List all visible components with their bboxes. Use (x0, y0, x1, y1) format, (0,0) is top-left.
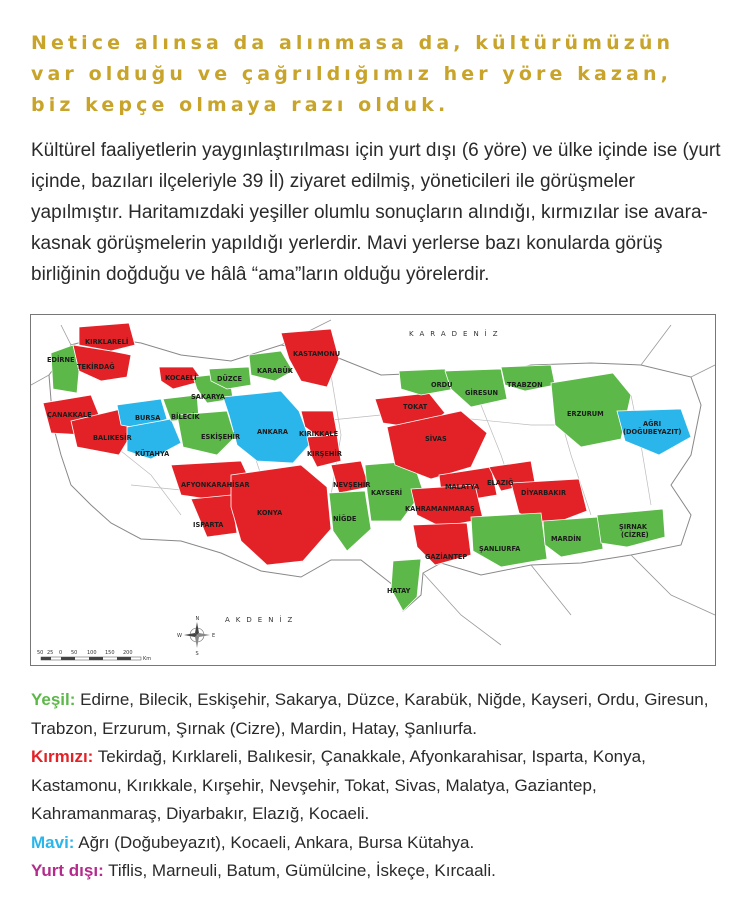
label-elazig: ELAZIĞ (487, 479, 514, 487)
legend-red-label: Kırmızı: (31, 747, 94, 766)
label-kutahya: KÜTAHYA (135, 450, 170, 458)
label-mardin: MARDİN (551, 535, 582, 543)
label-kirikkale: KIRIKKALE (299, 430, 339, 438)
legend-blue-text: Ağrı (Doğubeyazıt), Kocaeli, Ankara, Bursa Kütahya. (74, 832, 475, 852)
label-edirne: EDİRNE (47, 356, 75, 364)
label-bilecik: BİLECİK (171, 413, 200, 421)
label-canakkale: ÇANAKKALE (47, 411, 92, 419)
compass-s: S (195, 651, 199, 657)
label-sivas: SİVAS (425, 435, 447, 443)
compass-w: W (177, 633, 182, 639)
label-sirnak: ŞIRNAK (619, 523, 648, 531)
label-giresun: GİRESUN (465, 389, 499, 397)
label-eskisehir: ESKİŞEHİR (201, 433, 241, 441)
compass-e: E (212, 633, 216, 639)
scale-tick-4: 100 (87, 650, 97, 656)
label-agri: AĞRI (643, 420, 662, 428)
region-hatay (391, 559, 421, 611)
label-kocaeli: KOCAELİ (165, 374, 197, 382)
label-erzurum: ERZURUM (567, 410, 604, 418)
legend-abroad-label: Yurt dışı: (31, 861, 104, 880)
map-svg (31, 315, 715, 665)
scale-tick-6: 200 (123, 650, 133, 656)
label-bursa: BURSA (135, 414, 161, 422)
label-kayseri: KAYSERİ (371, 489, 403, 497)
label-kahramanmaras: KAHRAMANMARAŞ (405, 505, 475, 513)
label-cizre: (CİZRE) (621, 531, 649, 539)
legend-red-text: Tekirdağ, Kırklareli, Balıkesir, Çanakkale, Afyonkarahisar, Isparta, Konya, Kastamonu, Kırıkkale, Kırşehir, Nevşehir, Tokat, Sivas, Malatya, Gaziantep, Kahramanmaraş, Diyarbakır, Elazığ, Kocaeli. (31, 747, 646, 823)
scale-tick-1: 25 (47, 650, 54, 656)
legend (31, 686, 731, 886)
scale-tick-2: 0 (59, 650, 63, 656)
label-duzce: DÜZCE (217, 375, 242, 383)
label-afyon: AFYONKARAHİSAR (181, 481, 250, 489)
intro-paragraph: Kültürel faaliyetlerin yaygınlaştırılması için yurt dışı (6 yöre) ve ülke içinde ise (yurt içinde, bazıları ilçeleriyle 39 İl) ziyaret edilmiş, yöneticileri ile görüşmeler yapılmıştır. Haritamızdaki yeşiller olumlu sonuçların alındığı, kırmızılar ise avara-kasnak görüşmelerin yapıldığı yerlerdir. Mavi yerlerse bazı konularda görüş birliğinin doğduğu ve hâlâ “ama”ların olduğu yörelerdir. (31, 140, 721, 285)
label-kirsehir: KIRŞEHİR (307, 450, 342, 458)
label-sanliurfa: ŞANLIURFA (479, 545, 521, 553)
label-trabzon: TRABZON (507, 381, 543, 389)
label-konya: KONYA (257, 509, 283, 517)
legend-abroad (31, 857, 731, 886)
sea-label-south: AKDENİZ (225, 616, 299, 624)
label-hatay: HATAY (387, 587, 411, 595)
label-isparta: ISPARTA (193, 521, 224, 529)
label-tekirdag: TEKİRDAĞ (77, 363, 115, 371)
scale-tick-0: 50 (37, 650, 44, 656)
label-diyarbakir: DİYARBAKIR (521, 489, 567, 497)
label-nigde: NİĞDE (333, 515, 357, 523)
label-gaziantep: GAZİANTEP (425, 553, 468, 561)
legend-blue-label: Mavi: (31, 832, 75, 852)
legend-green (31, 686, 731, 743)
scale-unit: Km (143, 656, 152, 662)
label-ankara: ANKARA (257, 428, 289, 436)
legend-green-label: Yeşil: (31, 690, 76, 709)
compass-n: N (195, 616, 200, 622)
region-kirklareli (79, 323, 135, 351)
label-malatya: MALATYA (445, 483, 480, 491)
compass-rose-icon (177, 616, 215, 657)
label-kirklareli: KIRKLARELİ (85, 338, 129, 346)
headline: Netice alınsa da alınmasa da, kültürümüzün var olduğu ve çağrıldığımız her yöre kazan, biz kepçe olmaya razı olduk. (31, 32, 675, 116)
label-balikesir: BALIKESİR (93, 434, 132, 442)
label-kastamonu: KASTAMONU (293, 350, 341, 358)
label-ordu: ORDU (431, 381, 453, 389)
turkey-map (30, 314, 716, 666)
legend-blue (31, 829, 731, 858)
label-nevsehir: NEVŞEHİR (333, 481, 371, 489)
legend-abroad-text: Tiflis, Marneuli, Batum, Gümülcine, İskeçe, Kırcaali. (103, 861, 496, 880)
label-sakarya: SAKARYA (191, 393, 226, 401)
label-karabuk: KARABÜK (257, 367, 293, 375)
scale-tick-3: 50 (71, 650, 78, 656)
label-dogubeyazit: (DOĞUBEYAZIT) (623, 428, 682, 436)
scale-tick-5: 150 (105, 650, 115, 656)
label-tokat: TOKAT (403, 403, 428, 411)
legend-green-text: Edirne, Bilecik, Eskişehir, Sakarya, Düzce, Karabük, Niğde, Kayseri, Ordu, Giresun, Trabzon, Erzurum, Şırnak (Cizre), Mardin, Hatay, Şanlıurfa. (31, 690, 709, 738)
legend-red (31, 743, 731, 829)
scale-bar (37, 650, 151, 662)
sea-label-north: KARADENİZ (409, 330, 504, 338)
